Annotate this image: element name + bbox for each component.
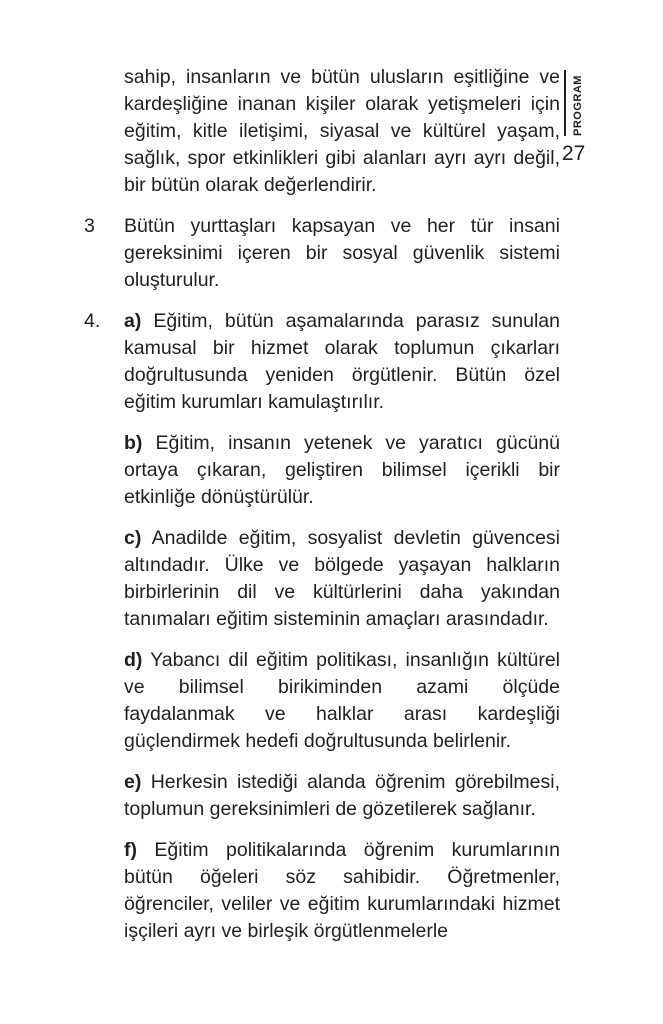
page-number: 27 (562, 142, 586, 165)
sub-item-letter: f) (124, 839, 137, 861)
list-item-number: 4. (84, 310, 101, 332)
sub-item-text: Eğitim politikalarında öğrenim kurumlarının bütün öğeleri söz sahibidir. Öğretmenler, öğrenciler, veliler ve eğitim kurumlarındaki hizmet işçileri ayrı ve birleşik örgütlenmelerle (124, 839, 560, 942)
sub-item-letter: e) (124, 771, 142, 793)
list-item-number: 3 (84, 215, 95, 237)
sub-item-a (124, 308, 560, 416)
list-item-3 (76, 213, 560, 294)
intro-paragraph: sahip, insanların ve bütün ulusların eşitliğine ve kardeşliğine inanan kişiler olarak yetişmeleri için eğitim, kitle iletişimi, siyasal ve kültürel yaşam, sağlık, spor etkinlikleri gibi alanları ayrı ayrı değil, bir bütün olarak değerlendirir. (124, 66, 560, 196)
sub-item-letter: c) (124, 527, 142, 549)
sub-item-text: Eğitim, bütün aşamalarında parasız sunulan kamusal bir hizmet olarak toplumun çıkarları doğrultusunda yeniden örgütlenir. Bütün özel eğitim kurumları kamulaştırılır. (124, 310, 560, 413)
page-content (76, 64, 560, 945)
section-tab-label: PROGRAM (572, 75, 584, 136)
section-tab-rule (564, 70, 566, 136)
sub-item-letter: b) (124, 432, 143, 454)
sub-item-text: Yabancı dil eğitim politikası, insanlığın kültürel ve bilimsel birikiminden azami ölçüde faydalanmak ve halklar arası kardeşliği güçlendirmek hedefi doğrultusunda belirlenir. (124, 649, 560, 752)
sub-item-text: Herkesin istediği alanda öğrenim görebilmesi, toplumun gereksinimleri de gözetilerek sağlanır. (124, 771, 560, 820)
sub-item-e (124, 769, 560, 823)
list-item-4 (76, 308, 560, 945)
sub-item-f (124, 837, 560, 945)
sub-item-b (124, 430, 560, 511)
sub-item-text: Eğitim, insanın yetenek ve yaratıcı gücünü ortaya çıkaran, geliştiren bilimsel içerikli bir etkinliğe dönüştürülür. (124, 432, 561, 508)
sub-item-d (124, 647, 560, 755)
sub-item-letter: d) (124, 649, 143, 671)
sub-item-letter: a) (124, 310, 142, 332)
list-item-text: Bütün yurttaşları kapsayan ve her tür insani gereksinimi içeren bir sosyal güvenlik sistemi oluşturulur. (124, 215, 560, 291)
sub-item-c (124, 525, 560, 633)
sub-item-text: Anadilde eğitim, sosyalist devletin güvencesi altındadır. Ülke ve bölgede yaşayan halkların birbirlerinin dil ve kültürlerini daha yakından tanımaları eğitim sisteminin amaçları arasındadır. (124, 527, 560, 630)
